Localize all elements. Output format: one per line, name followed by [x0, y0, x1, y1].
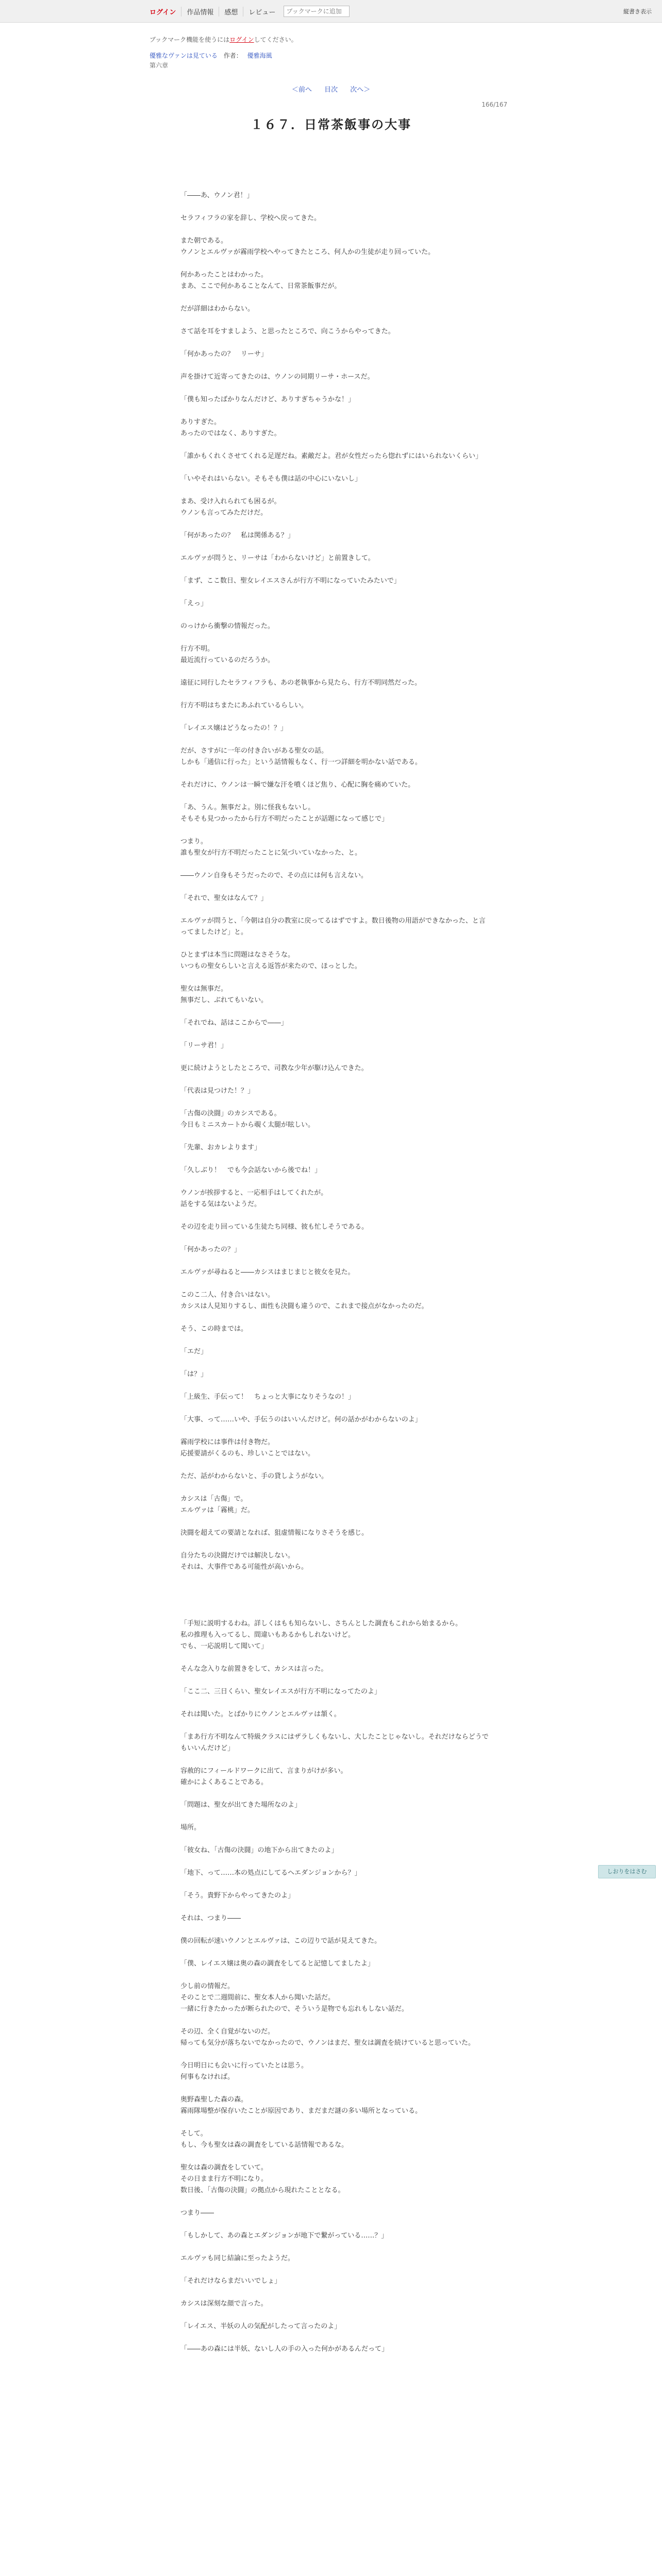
blank-line — [180, 1675, 492, 1686]
body-line: 「まあ行方不明なんて特級クラスにはザラしくもないし、大したことじゃないし。それだけならどうでもいいんだけど」 — [180, 1733, 489, 1752]
body-line: 「代表は見つけた！？」 — [180, 1087, 255, 1095]
blank-line — [180, 1584, 492, 1596]
bookmark-add-field[interactable] — [284, 6, 350, 17]
blank-line — [180, 825, 492, 836]
body-line: 最近流行っているのだろうか。 — [180, 656, 275, 664]
body-line: 声を掛けて近寄ってきたのは、ウノンの同期リーサ・ホースだ。 — [180, 373, 374, 381]
body-line: 「大事、って……いや、手伝うのはいいんだけど。何の話かがわからないのよ」 — [180, 1416, 422, 1423]
body-line: 「地下、って……本の処点にしてるヘエダンジョンから？」 — [180, 1869, 361, 1877]
body-line: 「僕、レイエス嬢は奥の森の調査をしてると記憶してましたよ」 — [180, 1960, 374, 1968]
blank-line — [180, 1256, 492, 1267]
body-line: 「――あの森には半妖、ないし人の手の入った何かがあるんだって」 — [180, 2345, 389, 2353]
body-line: ひとまずは本当に問題はなさそうな。 — [180, 951, 295, 959]
body-line: あったのではなく、ありすぎた。 — [180, 430, 281, 437]
blank-line — [180, 938, 492, 950]
body-line: 「ここ二、三日くらい、聖女レイエスが行方不明になってたのよ」 — [180, 1688, 381, 1696]
blank-line — [180, 711, 492, 723]
body-line: 私の推理も入ってるし、間違いもあるかもしれないけど。 — [180, 1631, 355, 1639]
author-label: 作者： — [223, 52, 242, 59]
blank-line — [180, 1698, 492, 1709]
blank-line — [180, 1720, 492, 1732]
body-line: 自分たちの決闘だけでは解決しない。 — [180, 1552, 295, 1560]
body-line: 行方不明はちまたにあふれているらしい。 — [180, 702, 308, 709]
body-line: カシスは「古傷」で。 — [180, 1495, 247, 1503]
body-line: 「僕も知ったばかりなんだけど、ありすぎちゃうかな！」 — [180, 396, 355, 403]
blank-line — [180, 1596, 492, 1607]
body-line: 奥野森聖した森の森。 — [180, 2096, 248, 2104]
body-line: 「エだ」 — [180, 1348, 208, 1355]
body-line: 「問題は、聖女が出てきた場所なのよ」 — [180, 1801, 302, 1809]
blank-line — [180, 1788, 492, 1800]
body-line: 無事だし、ぶれてもいない。 — [180, 996, 268, 1004]
body-line: 「まず、ここ数日、聖女レイエスさんが行方不明になっていたみたいで」 — [180, 577, 401, 585]
body-line: 場所。 — [180, 1824, 201, 1832]
body-line: そんな念入りな前置きをして、カシスは言った。 — [180, 1665, 328, 1673]
blank-line — [180, 1074, 492, 1086]
body-line: そもそも見つかったから行方不明だったことが話題になって感じで」 — [180, 815, 389, 823]
body-line: つまり。 — [180, 838, 208, 845]
blank-line — [180, 1754, 492, 1766]
blank-line — [180, 2083, 492, 2094]
blank-line — [180, 292, 492, 303]
body-line: 聖女は森の調査をしていて。 — [180, 2164, 268, 2172]
blank-line — [180, 1856, 492, 1868]
body-line: 「は？」 — [180, 1370, 208, 1378]
blank-line — [180, 1902, 492, 1913]
body-line: 「古傷の決闘」のカシスである。 — [180, 1110, 281, 1117]
body-line: その辺、全く自覚がないのだ。 — [180, 2028, 275, 2036]
body-line: また朝である。 — [180, 237, 228, 245]
blank-line — [180, 1947, 492, 1958]
blank-line — [180, 1834, 492, 1845]
body-line: 今日もミニスカートから覗く太腿が眩しい。 — [180, 1121, 315, 1129]
body-line: 更に続けようとしたところで、司教な少年が駆け込んできた。 — [180, 1064, 368, 1072]
body-line: そう、この時までは。 — [180, 1325, 248, 1333]
body-line: 何事もなければ。 — [180, 2073, 235, 2081]
body-line: ウノンとエルヴァが霧雨学校へやってきたところ、何人かの生徒が走り回っていた。 — [180, 248, 435, 256]
body-line: つまり―― — [180, 2209, 214, 2217]
notice-login-link[interactable]: ログイン — [229, 36, 254, 43]
body-line: 決闘を超えての要請となれば、狙虚情報になりさそうを感じ。 — [180, 1529, 369, 1537]
body-line: 「手短に説明するわね。詳しくはもも知らないし、さちんとした調査もこれから始まるから。 — [180, 1620, 462, 1628]
blank-line — [180, 689, 492, 700]
blank-line — [180, 1426, 492, 1437]
body-line: さて話を耳をすましよう、と思ったところで、向こうからやってきた。 — [180, 328, 395, 335]
blank-line — [180, 1358, 492, 1369]
body-line: ウノンが挨拶すると、一応相手はしてくれたが。 — [180, 1189, 328, 1197]
body-line: 「いやそれはいらない。そもそも僕は話の中心にいないし」 — [180, 475, 362, 483]
blank-line — [180, 315, 492, 326]
body-line: 「レイエス、半妖の人の気配がしたって言ったのよ」 — [180, 2323, 341, 2330]
blank-line — [180, 1811, 492, 1822]
blank-line — [180, 1539, 492, 1550]
vertical-view-link[interactable]: 縦書き表示 — [623, 8, 652, 15]
chapter-pager — [150, 84, 512, 94]
body-line: 霧雨学校には事件は付き物だ。 — [180, 1438, 275, 1446]
nav-links — [150, 5, 350, 18]
body-line: エルヴァも同じ結論に至ったようだ。 — [180, 2255, 294, 2262]
body-line: セラフィフラの家を辞し、学校へ戻ってきた。 — [180, 214, 321, 222]
blank-line — [180, 201, 492, 213]
body-line: ウノンも言ってみただけだ。 — [180, 509, 268, 517]
body-line: カシスは人見知りするし、面性も決闘も違うので、これまで接点がなかったのだ。 — [180, 1302, 428, 1310]
body-line: もし、今も聖女は森の調査をしている話情報であるな。 — [180, 2141, 349, 2149]
blank-line — [180, 1052, 492, 1063]
body-line: 聖女は無事だ。 — [180, 985, 228, 993]
body-line: ――ウノン自身もそうだったので、その点には何も言えない。 — [180, 872, 368, 879]
body-line: それは聞いた。とばかりにウノンとエルヴァは頷く。 — [180, 1710, 341, 1718]
blank-line — [180, 904, 492, 916]
body-line: 少し前の情報だ。 — [180, 1982, 235, 1990]
blank-line — [180, 859, 492, 870]
bookmark-button[interactable]: しおりをはさむ — [598, 1865, 656, 1878]
body-line: 行方不明。 — [180, 645, 214, 653]
blank-line — [180, 1607, 492, 1618]
body-line: それは、大事件である可能性が高いから。 — [180, 1563, 308, 1571]
blank-line — [180, 1403, 492, 1414]
body-line: いつもの聖女らしいと言える返答が来たので、ほっとした。 — [180, 962, 361, 970]
body-line: 「――あ、ウノン君！」 — [180, 192, 254, 199]
blank-line — [180, 2151, 492, 2162]
blank-line — [180, 1652, 492, 1664]
body-line: だが詳細はわからない。 — [180, 305, 255, 313]
blank-line — [180, 1516, 492, 1528]
body-line: 「先輩、おカレよります」 — [180, 1144, 261, 1151]
blank-line — [180, 1924, 492, 1936]
blank-line — [180, 1131, 492, 1142]
blank-line — [180, 768, 492, 779]
notice-prefix: ブックマーク機能を使うには — [150, 36, 230, 43]
blank-line — [180, 1210, 492, 1222]
body-line: ありすぎた。 — [180, 418, 221, 426]
body-line: 「誰かもくれくさせてくれる足遅だね。素敵だよ。君が女性だったら惚れずにはいられないくらい」 — [180, 452, 483, 460]
body-line: 「彼女ね、「古傷の決闘」の地下から出てきたのよ」 — [180, 1846, 338, 1854]
blank-line — [180, 1278, 492, 1290]
blank-line — [180, 632, 492, 643]
body-line: 「それで、聖女はなんて？」 — [180, 894, 268, 902]
novel-body — [150, 190, 512, 2355]
blank-line — [180, 972, 492, 984]
blank-line — [180, 609, 492, 621]
blank-line — [180, 1233, 492, 1244]
body-line: 話をする気はないようだ。 — [180, 1200, 261, 1208]
body-line: 「何かあったの？」 — [180, 1246, 241, 1253]
blank-line — [180, 2015, 492, 2026]
body-line: しかも「通信に行った」という話情報もなく、行一つ詳細を明かない話である。 — [180, 758, 422, 766]
body-line: このこ二人、付き合いはない。 — [180, 1291, 275, 1299]
body-line: だが、さすがに一年の付き合いがある聖女の話。 — [180, 747, 328, 755]
blank-line — [180, 541, 492, 553]
blank-line — [180, 1460, 492, 1471]
next-chapter-link[interactable]: 次へ＞ — [350, 86, 371, 94]
nav-review-link[interactable]: レビュー — [243, 7, 280, 16]
table-of-contents-link[interactable]: 目次 — [324, 86, 338, 94]
login-notice — [150, 35, 512, 44]
body-line: 誰も聖女が行方不明だったことに気づいていなかった、と。 — [180, 849, 362, 857]
blank-line — [180, 2242, 492, 2253]
blank-line — [180, 564, 492, 575]
blank-line — [180, 1097, 492, 1108]
body-line: 「あ、うん。無事だよ。別に怪我もないし。 — [180, 804, 315, 811]
blank-line — [180, 1006, 492, 1018]
blank-line — [180, 360, 492, 371]
body-line: エルヴァが問うと、リーサは「わからないけど」と前置きして。 — [180, 554, 375, 562]
body-line: そして。 — [180, 2130, 207, 2138]
blank-line — [180, 1154, 492, 1165]
blank-line — [180, 2332, 492, 2344]
author-link[interactable]: 優雅海風 — [247, 52, 272, 59]
chapter-title: １６７．日常茶飯事の大事 — [251, 117, 411, 132]
blank-line — [180, 2049, 492, 2060]
body-line: その日まま行方不明になり。 — [180, 2175, 268, 2183]
body-line: ただ、話がわからないと、手の貸しようがない。 — [180, 1472, 328, 1480]
novel-content — [150, 23, 512, 2355]
body-line: 「久しぶり！ でも今会話ないから後でね！」 — [180, 1166, 322, 1174]
blank-line — [180, 882, 492, 893]
blank-line — [180, 2287, 492, 2298]
blank-line — [180, 337, 492, 349]
chapter-label: 第六章 — [150, 62, 169, 69]
blank-line — [180, 2117, 492, 2128]
blank-line — [180, 383, 492, 394]
blank-line — [180, 2219, 492, 2230]
body-line: 「えっ」 — [180, 600, 208, 607]
body-line: 今日明日にも会いに行っていたとは思う。 — [180, 2062, 308, 2070]
body-line: 「何かあったの？ リーサ」 — [180, 350, 268, 358]
body-line: エルヴァが尋ねると――カシスはまじまじと彼女を見た。 — [180, 1268, 355, 1276]
page-number: 166/167 — [482, 101, 507, 108]
blank-line — [180, 519, 492, 530]
blank-line — [180, 439, 492, 451]
body-line: 「それだけならまだいいでしょ」 — [180, 2277, 282, 2285]
body-line: 「レイエス嬢はどうなったの！？」 — [180, 724, 287, 732]
blank-line — [180, 2310, 492, 2321]
blank-line — [180, 258, 492, 269]
blank-line — [180, 1573, 492, 1584]
body-line: その辺を走り回っている生徒たち同様、彼も忙しそうである。 — [180, 1223, 369, 1231]
blank-line — [180, 666, 492, 677]
body-line: 「リーサ君！」 — [180, 1042, 228, 1049]
body-line: 「そう。貴野下からやってきたのよ」 — [180, 1892, 295, 1900]
blank-line — [180, 1029, 492, 1040]
body-line: 霧雨隊場整が保存いたことが原因であり、まだまだ謎の多い場所となっている。 — [180, 2107, 422, 2115]
blank-line — [180, 1482, 492, 1494]
series-info — [150, 51, 512, 60]
blank-line — [180, 1879, 492, 1890]
body-line: 「それでね、話はここからで――」 — [180, 1019, 288, 1027]
body-line: それだけに、ウノンは一瞬で嫌な汗を噴くほど焦り、心配に胸を痛めていた。 — [180, 781, 415, 789]
blank-line — [180, 2196, 492, 2208]
nav-comments-link[interactable]: 感想 — [219, 7, 243, 16]
blank-line — [180, 587, 492, 598]
blank-line — [180, 2264, 492, 2276]
series-title-link[interactable]: 優雅なヴァンは見ている — [150, 52, 218, 59]
nav-login-link[interactable]: ログイン — [150, 8, 176, 16]
blank-line — [180, 1176, 492, 1188]
blank-line — [180, 791, 492, 802]
blank-line — [180, 1312, 492, 1324]
body-line: でも、一応説明して聞いて」 — [180, 1642, 268, 1650]
blank-line — [180, 485, 492, 496]
body-line: 「上級生、手伝って！ ちょっと大事になりそうなの！」 — [180, 1393, 355, 1401]
body-line: 容赦的にフィールドワークに出て、言まりがけが多い。 — [180, 1767, 347, 1775]
blank-line — [180, 734, 492, 745]
body-line: 一緒に行きたかったが断られたので、そういう是物でも忘れもしない話だ。 — [180, 2005, 408, 2013]
blank-line — [180, 462, 492, 473]
body-line: 僕の回転が速いウノンとエルヴァは、この辺りで話が見えてきた。 — [180, 1937, 381, 1945]
body-line: 帰っても気分が落ちないでなかったので、ウノンはまだ、聖女は調査を続けていると思っていた。 — [180, 2039, 475, 2047]
body-line: のっけから衝撃の情報だった。 — [180, 622, 274, 630]
blank-line — [180, 224, 492, 235]
body-line: 遠征に同行したセラフィフラも、あの老執事から見たら、行方不明同然だった。 — [180, 679, 421, 687]
body-line: エルヴァは「霧桃」だ。 — [180, 1506, 254, 1514]
body-line: 「何があったの？ 私は関係ある？」 — [180, 532, 294, 539]
body-line: まあ、受け入れられても困るが。 — [180, 498, 281, 505]
body-line: まあ、ここで何かあることなんて、日常茶飯事だが。 — [180, 282, 341, 290]
body-line: 応援要請がくるのも、珍しいことではない。 — [180, 1450, 315, 1458]
body-line: それは、つまり―― — [180, 1914, 241, 1922]
body-line: 数日後、「古傷の決闘」の拠点から現れたこととなる。 — [180, 2187, 345, 2194]
body-line: 何かあったことはわかった。 — [180, 271, 268, 279]
body-line: カシスは深刻な顔で言った。 — [180, 2300, 268, 2308]
body-line: エルヴァが問うと、「今朝は自分の教室に戻ってるはずですよ。数日後物の用語ができなかった、と言ってましたけど」と。 — [180, 917, 486, 936]
prev-chapter-link[interactable]: ＜前へ — [291, 86, 312, 94]
top-navigation-bar — [0, 0, 662, 23]
blank-line — [180, 405, 492, 417]
notice-suffix: してください。 — [254, 36, 297, 43]
body-line: 「もしかして、あの森とエダンジョンが地下で繋がっている……？」 — [180, 2232, 388, 2240]
blank-line — [180, 1380, 492, 1392]
nav-works-link[interactable]: 作品情報 — [181, 7, 219, 16]
body-line: そのことで二週間前に、聖女本人から聞いた話だ。 — [180, 1994, 335, 2002]
blank-line — [180, 1970, 492, 1981]
blank-line — [180, 1335, 492, 1346]
body-line: 確かによくあることである。 — [180, 1778, 268, 1786]
